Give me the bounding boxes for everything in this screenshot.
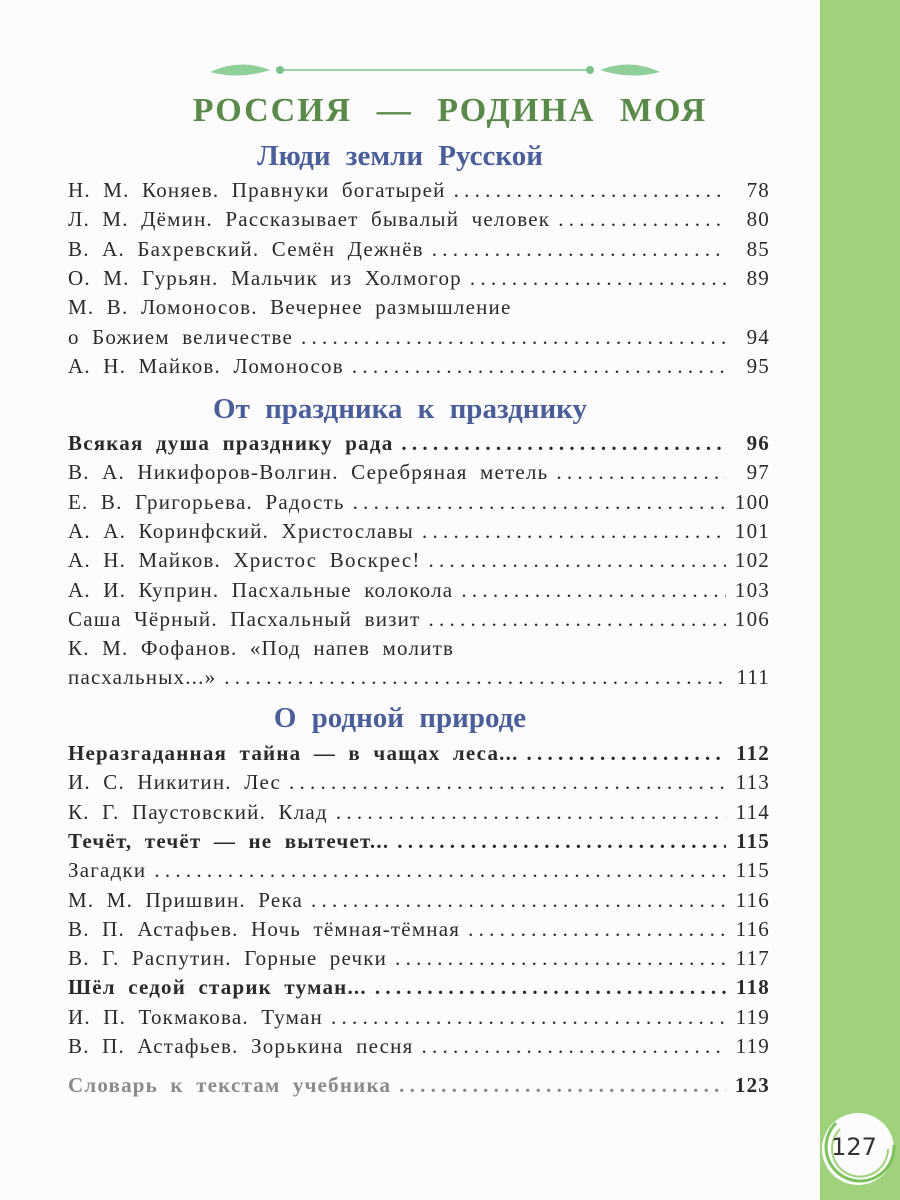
entry-page: 123	[734, 1073, 770, 1097]
entry-page: 117	[735, 946, 770, 971]
entry-page: 119	[735, 1034, 770, 1058]
entry-page: 102	[734, 548, 770, 573]
entry-page: 80	[746, 207, 770, 232]
dot-leader	[331, 1005, 726, 1030]
entry-title: Л. М. Дёмин. Рассказывает бывалый человек	[68, 207, 551, 232]
dot-leader	[301, 325, 726, 350]
entry-page: 115	[735, 858, 770, 883]
entry-title: А. И. Куприн. Пасхальные колокола	[68, 577, 454, 602]
entry-title: К. Г. Паустовский. Клад	[68, 799, 328, 824]
toc-entry-line1	[68, 295, 770, 324]
dot-leader	[558, 207, 726, 232]
entry-page: 118	[736, 975, 770, 1000]
toc-entry[interactable]	[68, 207, 770, 236]
page-number: 127	[831, 1133, 877, 1161]
entry-page: 78	[746, 178, 770, 202]
entry-title: А. А. Коринфский. Христославы	[68, 518, 414, 543]
entry-title: Саша Чёрный. Пасхальный визит	[68, 606, 421, 631]
entry-title: И. П. Токмакова. Туман	[68, 1004, 323, 1029]
toc-entry[interactable]	[68, 237, 770, 266]
toc-entry[interactable]	[68, 519, 770, 548]
section-heading: Люди земли Русской	[257, 140, 543, 172]
entry-title: В. П. Астафьев. Зорькина песня	[68, 1034, 414, 1058]
ornament-divider-icon	[210, 58, 660, 84]
dot-leader	[461, 578, 726, 603]
entry-title: Словарь к текстам учебника	[68, 1073, 392, 1097]
dot-leader	[375, 975, 726, 1000]
dot-leader	[556, 460, 726, 485]
entry-title: Течёт, течёт — не вытечет...	[68, 828, 390, 853]
entry-title: И. С. Никитин. Лес	[68, 770, 282, 795]
entry-page: 116	[735, 916, 770, 941]
dot-leader	[527, 741, 726, 766]
toc-entry[interactable]	[68, 888, 770, 917]
dot-leader	[422, 519, 726, 544]
entry-page: 116	[735, 887, 770, 912]
dot-leader	[421, 1034, 726, 1059]
entry-page: 101	[734, 518, 770, 543]
entry-title: Всякая душа празднику рада	[68, 431, 394, 455]
toc-entry[interactable]	[68, 1005, 770, 1034]
section-heading: О родной природе	[273, 702, 527, 734]
entry-page: 89	[746, 265, 770, 290]
dot-leader	[399, 1073, 726, 1098]
entry-page: 119	[735, 1004, 770, 1029]
toc-entry[interactable]	[68, 325, 770, 354]
dot-leader	[470, 266, 726, 291]
entry-page: 94	[746, 324, 770, 349]
dot-leader	[353, 490, 726, 515]
entry-title: Загадки	[68, 858, 147, 883]
toc-entry[interactable]	[68, 770, 770, 799]
entry-page: 114	[735, 799, 770, 824]
toc-entry[interactable]	[68, 946, 770, 975]
entry-title: Неразгаданная тайна — в чащах леса...	[68, 741, 519, 765]
dot-leader	[311, 888, 726, 913]
toc-entry[interactable]	[68, 607, 770, 636]
dot-leader	[432, 237, 726, 262]
toc-entry-line1	[68, 636, 770, 665]
dot-leader	[401, 431, 726, 456]
entry-page: 103	[734, 577, 770, 602]
toc-entry[interactable]	[68, 178, 770, 207]
entry-page: 106	[734, 606, 770, 631]
dot-leader	[468, 917, 726, 942]
toc-entry[interactable]	[68, 266, 770, 295]
toc-entry[interactable]	[68, 431, 770, 460]
toc-entry[interactable]	[68, 858, 770, 887]
entry-page: 113	[735, 770, 770, 795]
entry-title: Шёл седой старик туман...	[68, 975, 367, 1000]
entry-title: А. Н. Майков. Ломоносов	[68, 353, 344, 378]
dot-leader	[429, 548, 726, 573]
entry-page: 97	[746, 460, 770, 485]
toc-entry[interactable]	[68, 917, 770, 946]
dot-leader	[224, 665, 726, 690]
dot-leader	[352, 354, 726, 379]
toc-entry[interactable]	[68, 354, 770, 383]
toc-entry[interactable]	[68, 665, 770, 694]
entry-page: 115	[736, 828, 770, 853]
section-heading: От праздника к празднику	[213, 393, 587, 425]
entry-title: В. П. Астафьев. Ночь тёмная-тёмная	[68, 916, 461, 941]
dot-leader	[428, 607, 726, 632]
glossary-entry[interactable]	[68, 1073, 770, 1102]
entry-title: В. Г. Распутин. Горные речки	[68, 946, 388, 971]
dot-leader	[154, 858, 726, 883]
entry-title: о Божием величестве	[68, 324, 294, 349]
toc-entry[interactable]	[68, 578, 770, 607]
toc-entry[interactable]	[68, 829, 770, 858]
toc-entry[interactable]	[68, 800, 770, 829]
entry-page: 100	[734, 489, 770, 514]
dot-leader	[454, 178, 726, 203]
entry-title: В. А. Никифоров-Волгин. Серебряная метель	[68, 460, 549, 485]
toc-entry[interactable]	[68, 741, 770, 770]
toc-entry[interactable]	[68, 975, 770, 1004]
entry-title: О. М. Гурьян. Мальчик из Холмогор	[68, 265, 462, 290]
entry-page: 112	[736, 741, 770, 765]
entry-title: А. Н. Майков. Христос Воскрес!	[68, 548, 421, 573]
toc-entry[interactable]	[68, 490, 770, 519]
entry-title: Е. В. Григорьева. Радость	[68, 489, 345, 514]
dot-leader	[397, 829, 726, 854]
part-title: РОССИЯ — РОДИНА МОЯ	[192, 92, 708, 129]
toc-entry[interactable]	[68, 1034, 770, 1063]
dot-leader	[336, 800, 726, 825]
entry-page: 85	[746, 236, 770, 261]
toc-entry[interactable]	[68, 460, 770, 489]
entry-title: К. М. Фофанов. «Под напев молитв	[68, 636, 455, 661]
dot-leader	[289, 770, 726, 795]
entry-title: М. В. Ломоносов. Вечернее размышление	[68, 295, 512, 320]
entry-title: В. А. Бахревский. Семён Дежнёв	[68, 236, 424, 261]
dot-leader	[395, 946, 726, 971]
entry-title: пасхальных...»	[68, 665, 217, 690]
toc-entry[interactable]	[68, 548, 770, 577]
entry-page: 111	[736, 665, 770, 690]
entry-page: 95	[746, 353, 770, 378]
green-margin-strip	[820, 0, 900, 1200]
entry-page: 96	[746, 431, 770, 455]
entry-title: М. М. Пришвин. Река	[68, 887, 304, 912]
entry-title: Н. М. Коняев. Правнуки богатырей	[68, 178, 446, 202]
